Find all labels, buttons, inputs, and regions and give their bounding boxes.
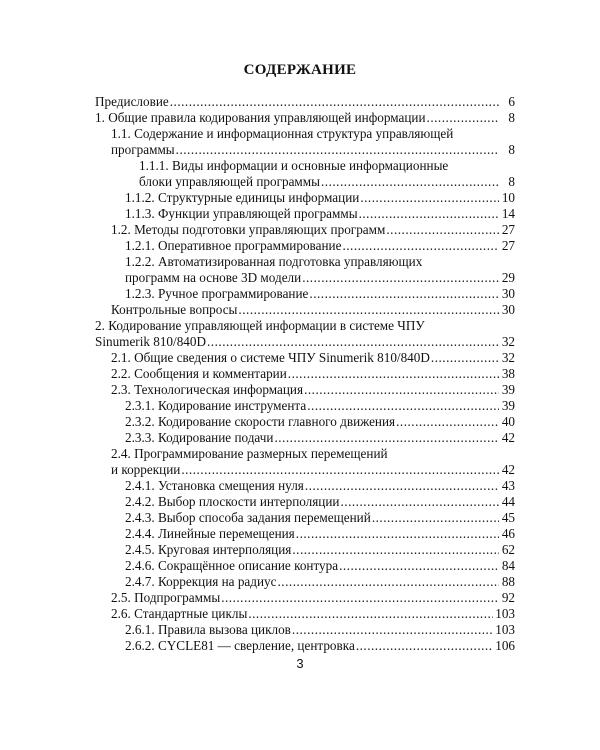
toc-entry-page: 10 <box>501 190 515 205</box>
toc-entry-title: 2.3. Технологическая информация <box>111 382 304 397</box>
toc-entry-title: 1. Общие правила кодирования управляющей информации <box>95 110 426 125</box>
toc-entry-page: 8 <box>508 110 515 125</box>
toc-entry <box>95 286 515 302</box>
toc-dot-leader <box>305 478 499 494</box>
toc-dot-leader <box>296 526 499 542</box>
toc-dot-leader <box>372 510 499 526</box>
toc-dot-leader <box>292 622 493 638</box>
toc-entry <box>95 142 515 158</box>
toc-entry <box>95 334 515 350</box>
toc-entry <box>95 126 515 142</box>
toc-entry-page: 46 <box>501 526 515 541</box>
toc-entry-title: 2.5. Подпрограммы <box>111 590 221 605</box>
toc-entry-title: 2.4.4. Линейные перемещения <box>125 526 295 541</box>
toc-dot-leader <box>427 110 499 126</box>
toc-entry-title: 2.4.3. Выбор способа задания перемещений <box>125 510 371 525</box>
toc-entry <box>95 542 515 558</box>
toc-entry <box>95 238 515 254</box>
toc-entry-page: 88 <box>501 574 515 589</box>
page-number: 3 <box>296 656 304 671</box>
toc-entry-title: 2.4.6. Сокращённое описание контура <box>125 558 339 573</box>
toc-entry <box>95 446 515 462</box>
toc-entry-page: 8 <box>508 142 515 157</box>
toc-entry <box>95 382 515 398</box>
toc-entry-title: Предисловие <box>95 94 169 109</box>
toc-entry-page: 39 <box>501 398 515 413</box>
toc-entry <box>95 398 515 414</box>
toc-entry-page: 32 <box>501 334 515 349</box>
toc-entry-title: 2.6.2. CYCLE81 — сверление, центровка <box>125 638 355 653</box>
toc-dot-leader <box>274 430 499 446</box>
toc-dot-leader <box>396 414 499 430</box>
toc-entry <box>95 510 515 526</box>
toc-dot-leader <box>386 222 499 238</box>
toc-entry-title: 2.6. Стандартные циклы <box>111 606 248 621</box>
toc-entry-page: 14 <box>501 206 515 221</box>
toc-entry-title: 1.2.1. Оперативное программирование <box>125 238 342 253</box>
toc-dot-leader <box>238 302 499 318</box>
toc-entry <box>95 270 515 286</box>
toc-entry <box>95 222 515 238</box>
toc-entry-title: и коррекции <box>111 462 181 477</box>
toc-entry-page: 42 <box>501 430 515 445</box>
toc-entry-page: 42 <box>501 462 515 477</box>
toc-entry <box>95 414 515 430</box>
toc-entry-title: программы <box>111 142 175 157</box>
toc-entry <box>95 430 515 446</box>
toc-entry-title: 2. Кодирование управляющей информации в системе ЧПУ <box>95 318 425 333</box>
toc-dot-leader <box>221 590 499 606</box>
toc-entry-page: 32 <box>501 350 515 365</box>
toc-entry <box>95 158 515 174</box>
toc-entry <box>95 302 515 318</box>
toc-entry-page: 29 <box>501 270 515 285</box>
toc-entry-page: 27 <box>501 238 515 253</box>
toc-entry <box>95 110 515 126</box>
toc-entry-page: 103 <box>495 606 515 621</box>
toc-entry <box>95 478 515 494</box>
toc-entry <box>95 94 515 110</box>
toc-dot-leader <box>248 606 493 622</box>
toc-dot-leader <box>340 494 499 510</box>
toc-entry-title: 1.2.2. Автоматизированная подготовка управляющих <box>125 254 423 269</box>
toc-entry-title: 2.3.1. Кодирование инструмента <box>125 398 307 413</box>
toc-entry-page: 92 <box>501 590 515 605</box>
toc-entry-page: 27 <box>501 222 515 237</box>
toc-entry-title: программ на основе 3D модели <box>125 270 302 285</box>
toc-entry-page: 8 <box>508 174 515 189</box>
toc-dot-leader <box>278 574 500 590</box>
toc-entry <box>95 494 515 510</box>
toc-dot-leader <box>288 366 499 382</box>
toc-entry-page: 39 <box>501 382 515 397</box>
toc-entry <box>95 366 515 382</box>
toc-entry <box>95 574 515 590</box>
toc-entry <box>95 638 515 654</box>
toc-entry <box>95 206 515 222</box>
toc-entry-page: 44 <box>501 494 515 509</box>
toc-entry <box>95 526 515 542</box>
toc-entry <box>95 190 515 206</box>
toc-dot-leader <box>170 94 499 110</box>
table-of-contents <box>95 94 515 654</box>
page-title: СОДЕРЖАНИЕ <box>243 62 357 78</box>
toc-entry <box>95 558 515 574</box>
toc-entry-page: 6 <box>508 94 515 109</box>
toc-dot-leader <box>359 206 499 222</box>
toc-entry-title: 1.1.3. Функции управляющей программы <box>125 206 358 221</box>
toc-entry-title: 2.4. Программирование размерных перемещений <box>111 446 388 461</box>
toc-entry-title: Контрольные вопросы <box>111 302 238 317</box>
toc-dot-leader <box>360 190 499 206</box>
toc-entry-page: 30 <box>501 302 515 317</box>
toc-entry-title: 2.3.2. Кодирование скорости главного движения <box>125 414 396 429</box>
toc-dot-leader <box>307 398 499 414</box>
toc-entry-title: 2.4.7. Коррекция на радиус <box>125 574 277 589</box>
toc-entry <box>95 606 515 622</box>
toc-entry-title: Sinumerik 810/840D <box>95 334 206 349</box>
toc-entry-title: 2.4.5. Круговая интерполяция <box>125 542 292 557</box>
toc-entry <box>95 462 515 478</box>
toc-entry-title: 1.2. Методы подготовки управляющих программ <box>111 222 386 237</box>
toc-entry-title: 2.2. Сообщения и комментарии <box>111 366 287 381</box>
toc-entry-page: 38 <box>501 366 515 381</box>
toc-entry <box>95 254 515 270</box>
toc-entry-page: 62 <box>501 542 515 557</box>
toc-entry-title: 2.1. Общие сведения о системе ЧПУ Sinumerik 810/840D <box>111 350 430 365</box>
toc-entry-title: 1.1.1. Виды информации и основные информационные <box>139 158 449 173</box>
toc-entry-title: блоки управляющей программы <box>139 174 320 189</box>
toc-dot-leader <box>356 638 493 654</box>
toc-entry-title: 2.3.3. Кодирование подачи <box>125 430 274 445</box>
toc-entry <box>95 318 515 334</box>
toc-entry-page: 30 <box>501 286 515 301</box>
toc-dot-leader <box>176 142 499 158</box>
toc-entry <box>95 590 515 606</box>
toc-entry-title: 2.6.1. Правила вызова циклов <box>125 622 291 637</box>
toc-dot-leader <box>342 238 499 254</box>
toc-dot-leader <box>292 542 499 558</box>
toc-dot-leader <box>339 558 499 574</box>
toc-entry-title: 1.1. Содержание и информационная структура управляющей <box>111 126 454 141</box>
toc-dot-leader <box>304 382 499 398</box>
toc-entry-page: 43 <box>501 478 515 493</box>
toc-entry-title: 2.4.1. Установка смещения нуля <box>125 478 304 493</box>
toc-dot-leader <box>181 462 499 478</box>
toc-entry-title: 1.2.3. Ручное программирование <box>125 286 309 301</box>
toc-entry-page: 103 <box>495 622 515 637</box>
toc-dot-leader <box>431 350 499 366</box>
toc-entry-page: 40 <box>501 414 515 429</box>
toc-dot-leader <box>321 174 499 190</box>
toc-entry-page: 84 <box>501 558 515 573</box>
toc-dot-leader <box>302 270 499 286</box>
toc-entry <box>95 174 515 190</box>
toc-entry-page: 106 <box>495 638 515 653</box>
toc-entry-title: 1.1.2. Структурные единицы информации <box>125 190 360 205</box>
toc-entry <box>95 622 515 638</box>
toc-dot-leader <box>207 334 499 350</box>
toc-entry-page: 45 <box>501 510 515 525</box>
toc-entry-title: 2.4.2. Выбор плоскости интерполяции <box>125 494 340 509</box>
toc-dot-leader <box>309 286 499 302</box>
toc-entry <box>95 350 515 366</box>
